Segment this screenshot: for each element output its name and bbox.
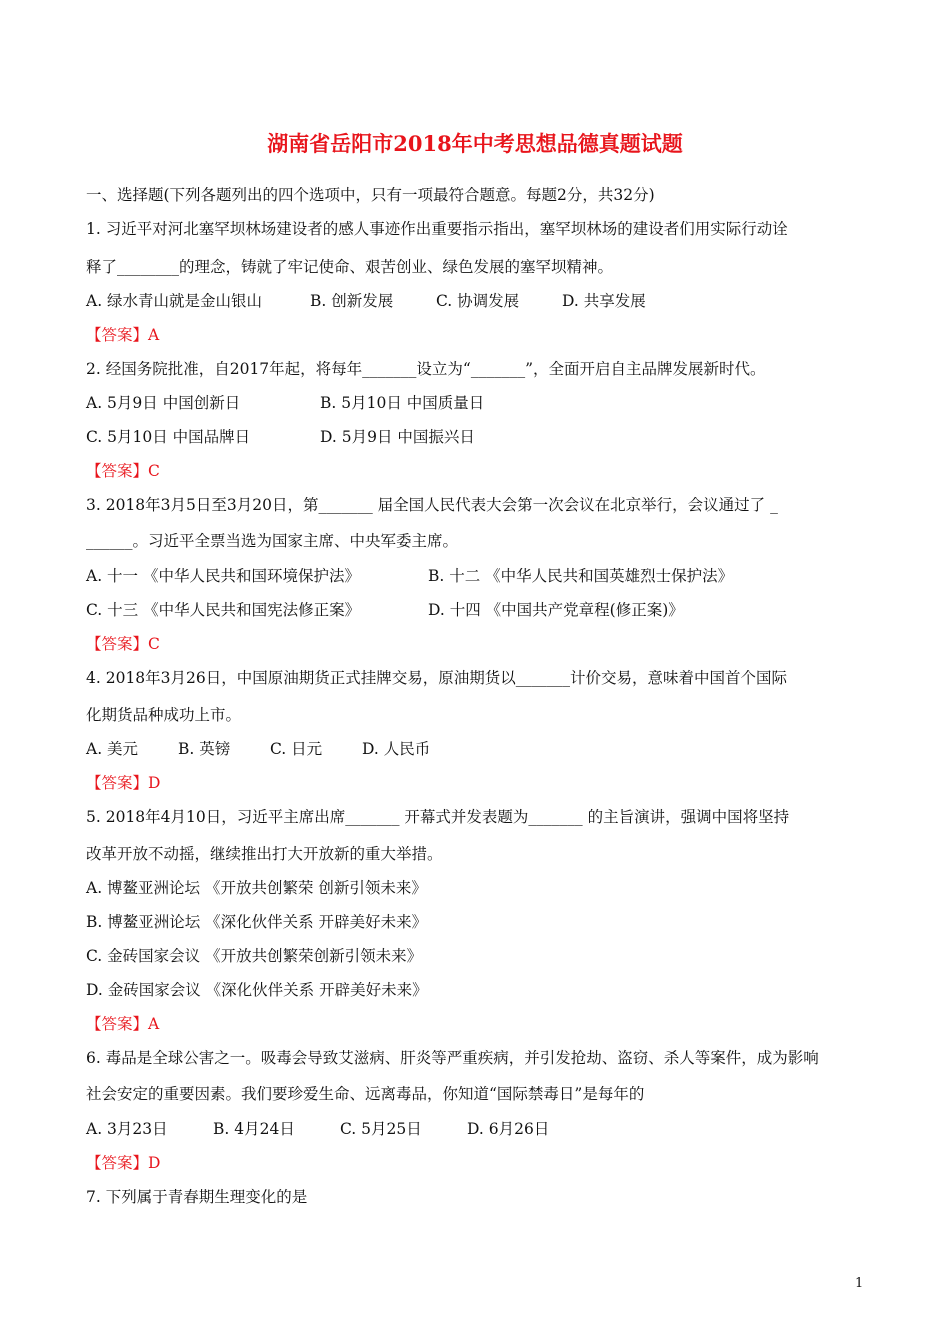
q3-stem-line2: ______。习近平全票当选为国家主席、中央军委主席。	[86, 532, 459, 550]
page-number: 1	[855, 1276, 864, 1291]
q2-stem-line1: 2. 经国务院批准，自2017年起，将每年_______设立为“_______”，全面开启自主品牌发展新时代。	[86, 360, 766, 378]
q3-answer	[86, 633, 160, 655]
q5-answer	[86, 1013, 159, 1035]
q5-stem-line1: 5. 2018年4月10日，习近平主席出席_______ 开幕式并发表题为_______ 的主旨演讲，强调中国将坚持	[86, 808, 790, 826]
q1-stem-line1: 1. 习近平对河北塞罕坝林场建设者的感人事迹作出重要指示指出，塞罕坝林场的建设者们用实际行动诠	[86, 220, 788, 238]
q5-option-d: D. 金砖国家会议 《深化伙伴关系 开辟美好未来》	[86, 981, 428, 999]
q2-option-a: A. 5月9日 中国创新日	[86, 394, 241, 412]
q1-option-d: D. 共享发展	[562, 292, 646, 310]
q1-option-c: C. 协调发展	[436, 292, 520, 310]
answer-label: 【答案】	[86, 774, 149, 792]
answer-value: D	[148, 1154, 161, 1172]
answer-label: 【答案】	[86, 326, 149, 344]
q5-option-a: A. 博鳌亚洲论坛 《开放共创繁荣 创新引领未来》	[86, 879, 427, 897]
answer-label: 【答案】	[86, 1015, 149, 1033]
q4-option-b: B. 英镑	[178, 740, 231, 758]
page-title: 湖南省岳阳市2018年中考思想品德真题试题	[267, 131, 683, 156]
answer-value: A	[148, 1015, 160, 1033]
q5-option-b: B. 博鳌亚洲论坛 《深化伙伴关系 开辟美好未来》	[86, 913, 428, 931]
answer-label: 【答案】	[86, 1154, 149, 1172]
q6-option-c: C. 5月25日	[340, 1120, 422, 1138]
q6-answer	[86, 1152, 160, 1174]
q7-stem-line1: 7. 下列属于青春期生理变化的是	[86, 1188, 308, 1206]
q3-option-c: C. 十三 《中华人民共和国宪法修正案》	[86, 601, 361, 619]
answer-value: A	[148, 326, 160, 344]
q6-stem-line2: 社会安定的重要因素。我们要珍爱生命、远离毒品，你知道“国际禁毒日”是每年的	[86, 1085, 645, 1103]
q3-option-b: B. 十二 《中华人民共和国英雄烈士保护法》	[428, 567, 734, 585]
q1-option-a: A. 绿水青山就是金山银山	[86, 292, 263, 310]
q6-stem-line1: 6. 毒品是全球公害之一。吸毒会导致艾滋病、肝炎等严重疾病，并引发抢劫、盗窃、杀人等案件，成为影响	[86, 1049, 819, 1067]
q4-answer	[86, 772, 160, 794]
q4-option-c: C. 日元	[270, 740, 323, 758]
q3-stem-line1: 3. 2018年3月5日至3月20日，第_______ 届全国人民代表大会第一次会议在北京举行，会议通过了 _	[86, 496, 778, 514]
q2-option-b: B. 5月10日 中国质量日	[320, 394, 485, 412]
q5-option-c: C. 金砖国家会议 《开放共创繁荣创新引领未来》	[86, 947, 423, 965]
answer-label: 【答案】	[86, 635, 149, 653]
q4-stem-line1: 4. 2018年3月26日，中国原油期货正式挂牌交易，原油期货以_______计价交易，意味着中国首个国际	[86, 669, 787, 687]
q4-stem-line2: 化期货品种成功上市。	[86, 706, 242, 724]
answer-value: C	[148, 462, 160, 480]
q6-option-d: D. 6月26日	[467, 1120, 550, 1138]
answer-value: D	[148, 774, 161, 792]
q6-option-a: A. 3月23日	[86, 1120, 168, 1138]
q3-option-d: D. 十四 《中国共产党章程(修正案)》	[428, 601, 684, 619]
q1-stem-line2: 释了________的理念，铸就了牢记使命、艰苦创业、绿色发展的塞罕坝精神。	[86, 258, 614, 276]
q4-option-d: D. 人民币	[362, 740, 431, 758]
q1-answer	[86, 324, 159, 346]
answer-value: C	[148, 635, 160, 653]
q2-option-c: C. 5月10日 中国品牌日	[86, 428, 251, 446]
section-heading: 一、选择题(下列各题列出的四个选项中，只有一项最符合题意。每题2分，共32分)	[86, 186, 655, 204]
answer-label: 【答案】	[86, 462, 149, 480]
q2-answer	[86, 460, 160, 482]
q3-option-a: A. 十一 《中华人民共和国环境保护法》	[86, 567, 360, 585]
q4-option-a: A. 美元	[86, 740, 139, 758]
q6-option-b: B. 4月24日	[213, 1120, 295, 1138]
q1-option-b: B. 创新发展	[310, 292, 394, 310]
q5-stem-line2: 改革开放不动摇，继续推出打大开放新的重大举措。	[86, 845, 443, 863]
q2-option-d: D. 5月9日 中国振兴日	[320, 428, 475, 446]
